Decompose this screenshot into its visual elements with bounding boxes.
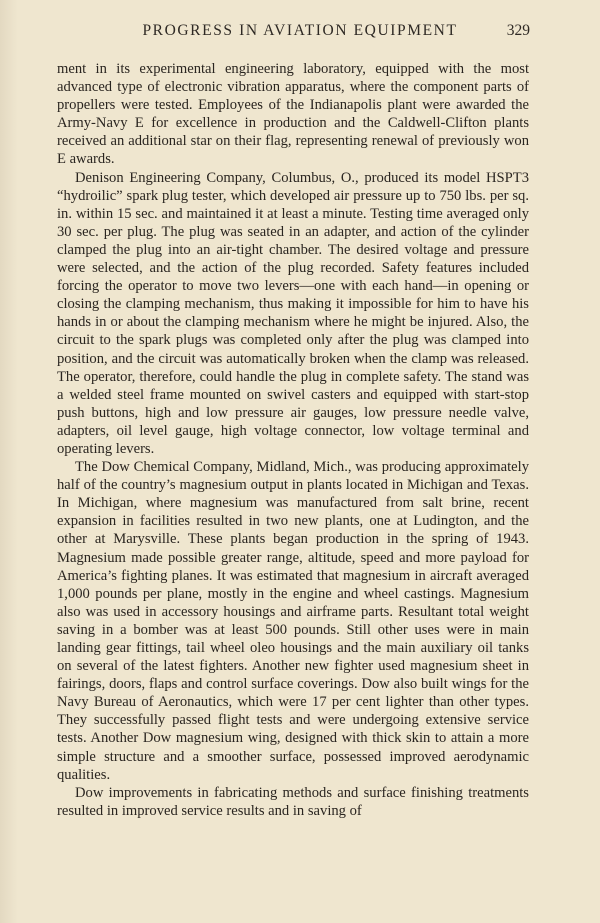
page-number: 329 (506, 22, 530, 39)
page-header (0, 22, 600, 42)
paragraph-dow-chemical: The Dow Chemical Company, Midland, Mich., was producing approximately half of the country’s magnesium output in plants located in Michigan and Texas. In Michigan, where magnesium was manufactured from salt brine, recent expansion in facilities resulted in two new plants, one at Ludington, and the other at Marysville. These plants began production in the spring of 1943. Magnesium made possible greater range, altitude, speed and more payload for America’s fighting planes. It was estimated that magnesium in aircraft averaged 1,000 pounds per plane, mostly in the engine and wheel castings. Magnesium also was used in accessory housings and airframe parts. Resultant total weight saving in a bomber was at least 500 pounds. Still other uses were in main landing gear fittings, tail wheel oleo housings and the main auxiliary oil tanks on several of the latest fighters. Another new fighter used magnesium sheet in fairings, doors, flaps and control surface coverings. Dow also built wings for the Navy Bureau of Aeronautics, which were 17 per cent lighter than other types. They successfully passed flight tests and were undergoing extensive service tests. Another Dow magnesium wing, designed with thick skin to attain a more simple structure and a smoother surface, possessed improved aerodynamic qualities. (57, 459, 529, 783)
paragraph-denison: Denison Engineering Company, Columbus, O., produced its model HSPT3 “hydroilic” spark plug tester, which developed air pressure up to 750 lbs. per sq. in. within 15 sec. and maintained it at least a minute. Testing time averaged only 30 sec. per plug. The plug was seated in an adapter, and action of the cylinder clamped the plug into an air-tight chamber. The desired voltage and pressure were selected, and the action of the plug recorded. Safety features included forcing the operator to move two levers—one with each hand—in opening or closing the clamping mechanism, thus making it impossible for him to have his hands in or about the clamping mechanism where he might be injured. Also, the circuit to the spark plugs was completed only after the plug was clamped into position, and the circuit was automatically broken when the clamp was released. The operator, therefore, could handle the plug in complete safety. The stand was a welded steel frame mounted on swivel casters and equipped with start-stop push buttons, high and low pressure air gauges, low pressure needle valve, adapters, oil level gauge, high voltage connector, low voltage terminal and operating levers. (57, 169, 529, 457)
paragraph-dow-improvements: Dow improvements in fabricating methods and surface finishing treatments resulted in improved service results and in saving of (57, 784, 529, 819)
paragraph-continuation: ment in its experimental engineering laboratory, equipped with the most advanced type of electronic vibration apparatus, where the component parts of propellers were tested. Employees of the Indianapolis plant were awarded the Army-Navy E for excellence in production and the Caldwell-Clifton plants received an additional star on their flag, representing renewal of previously won E awards. (57, 61, 529, 168)
body-text (57, 60, 529, 820)
running-title: PROGRESS IN AVIATION EQUIPMENT (142, 22, 458, 39)
